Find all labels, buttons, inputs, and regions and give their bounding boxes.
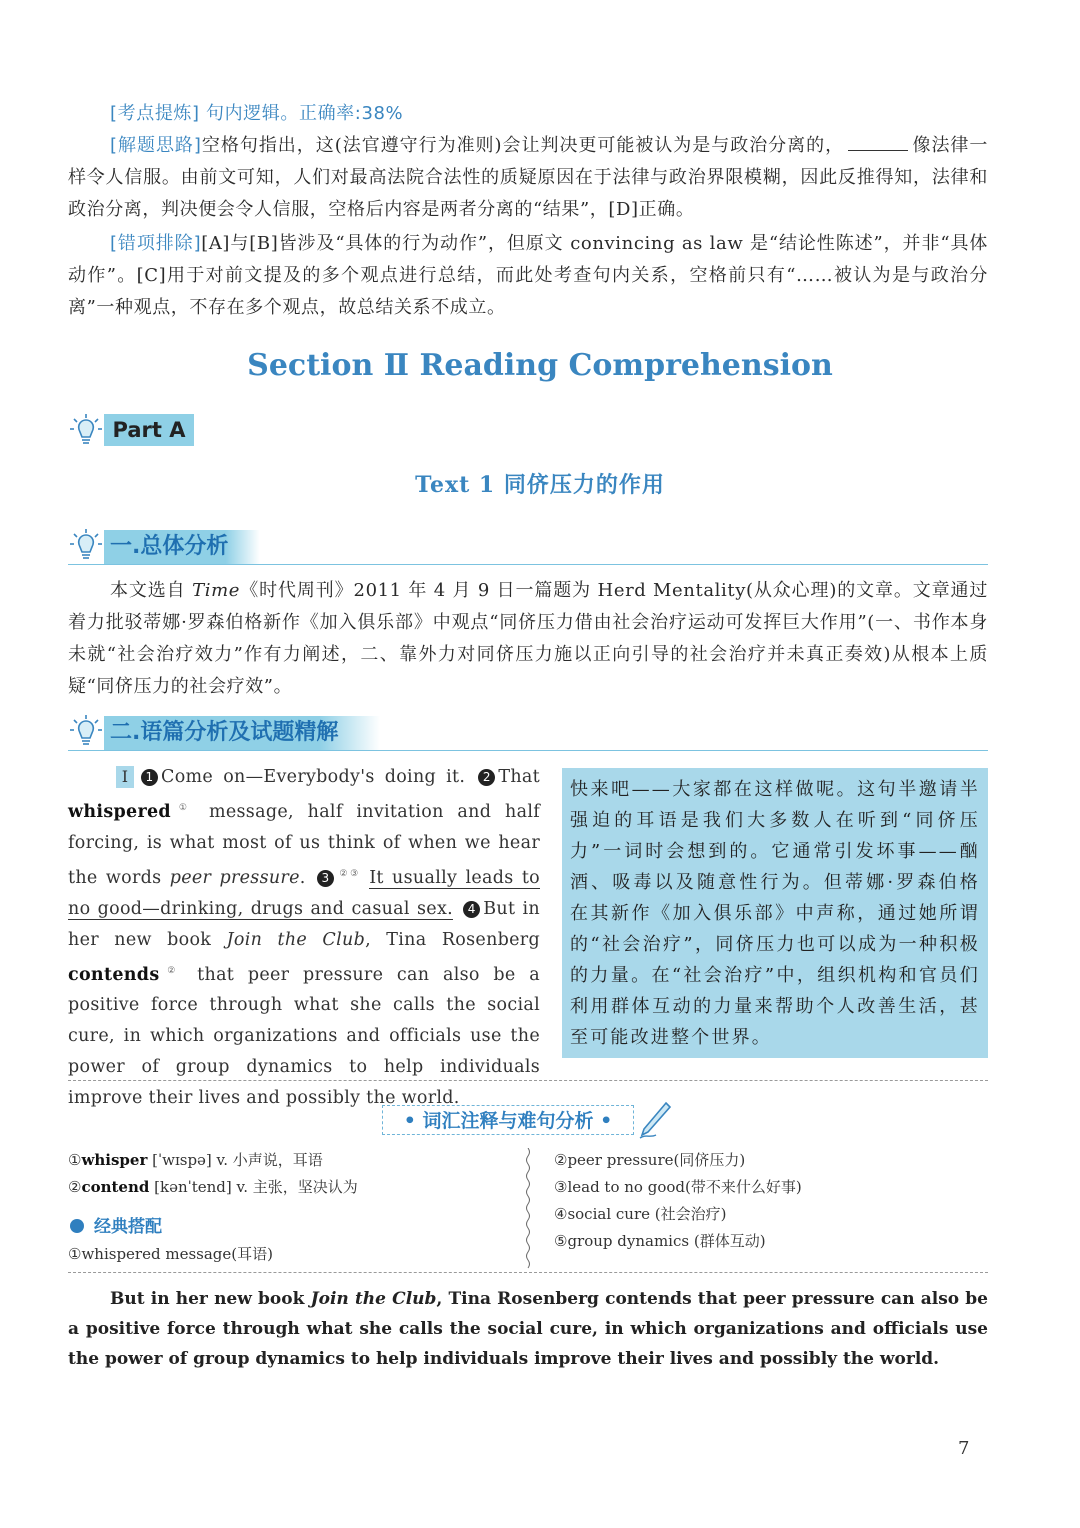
sentence-marker: 3	[317, 870, 334, 887]
book-title: Join the Club	[226, 929, 366, 950]
page-number: 7	[958, 1438, 970, 1459]
paragraph-number: Ⅰ	[116, 766, 134, 788]
lightbulb-icon	[68, 412, 104, 448]
kaodian-line	[110, 98, 990, 130]
overall-paragraph	[68, 575, 988, 703]
vocab-item: ②peer pressure(同侪压力)	[554, 1151, 746, 1169]
dashed-divider	[68, 1080, 988, 1081]
footnote-ref: ②③	[336, 868, 361, 879]
sentence-4c: that peer pressure can also be a positive force through what she calls the social cure, in which organizations and officials use the power of group dynamics to help individuals improve their lives and possibly the world.	[68, 964, 540, 1109]
translation-box: 快来吧——大家都在这样做呢。这句半邀请半强迫的耳语是我们大多数人在听到“同侪压力”一词时会想到的。它通常引发坏事——酗酒、吸毒以及随意性行为。但蒂娜·罗森伯格在其新作《加入俱乐部》中声称，通过她所谓的“社会治疗”，同侪压力也可以成为一种积极的力量。在“社会治疗”中，组织机构和官员们利用群体互动的力量来帮助个人改善生活，甚至可能改进整个世界。	[562, 768, 988, 1058]
term-peer-pressure: peer pressure	[169, 867, 300, 888]
vocab-num: ①	[68, 1151, 82, 1169]
classic-item: ①whispered message(耳语)	[68, 1245, 273, 1263]
kaodian-tag: [考点提炼]	[110, 103, 200, 124]
classic-heading	[70, 1212, 162, 1237]
bullet-dot-icon	[70, 1219, 84, 1233]
vocab-item: ④social cure (社会治疗)	[554, 1205, 727, 1223]
pen-icon	[636, 1100, 672, 1140]
key-sentence-book: Join the Club	[310, 1289, 437, 1309]
vocab-item	[68, 1173, 358, 1201]
key-sentence	[68, 1284, 988, 1374]
sentence-marker: 2	[478, 769, 495, 786]
vocab-def: [kənˈtend] v. 主张，坚决认为	[149, 1178, 358, 1196]
cuoxiang-text: [A]与[B]皆涉及“具体的行为动作”，但原文 convincing as law 是“结论性陈述”，并非“具体动作”。[C]用于对前文提及的多个观点进行总结，而此处考查句内关系，空格前只有“……被认为是与政治分离”一种观点，不存在多个观点，故总结关系不成立。	[68, 233, 988, 318]
vocab-item	[68, 1146, 323, 1174]
sentence-3-underlined: It usually leads to no good—drinking, drugs and casual sex.	[68, 867, 540, 919]
sentence-4a: But in her new book	[68, 898, 540, 950]
overall-pre: 本文选自	[110, 580, 193, 601]
vocab-section-title: • 词汇注释与难句分析 •	[382, 1105, 634, 1135]
passage-paragraph	[68, 762, 540, 1114]
vocab-word: contend	[81, 1178, 150, 1196]
vocab-item: ③lead to no good(带不来什么好事)	[554, 1178, 802, 1196]
cuoxiang-paragraph	[68, 228, 988, 324]
vocab-def: [ˈwɪspə] v. 小声说，耳语	[147, 1151, 323, 1169]
heading-rule	[68, 750, 988, 751]
answer-blank	[848, 132, 908, 151]
passage-heading: 二.语篇分析及试题精解	[104, 716, 380, 750]
kaodian-text: 句内逻辑。正确率:38%	[205, 103, 404, 124]
jieti-paragraph	[68, 130, 988, 226]
key-sentence-a: But in her new book	[110, 1289, 311, 1309]
jieti-text-pre: 空格句指出，这(法官遵守行为准则)会让判决更可能被认为是与政治分离的，	[201, 135, 845, 156]
lightbulb-icon	[68, 713, 104, 749]
vocab-word: whisper	[81, 1151, 148, 1169]
sentence-1: Come on—Everybody's doing it.	[161, 767, 466, 787]
overall-post: 《时代周刊》2011 年 4 月 9 日一篇题为 Herd Mentality(从众心理)的文章。文章通过着力批驳蒂娜·罗森伯格新作《加入俱乐部》中观点“同侪压力借由社会治疗运动可发挥巨大作用”(一、书作本身未就“社会治疗效力”作有力阐述，二、靠外力对同侪压力施以正向引导的社会治疗并未真正奏效)从根本上质疑“同侪压力的社会疗效”。	[68, 580, 988, 697]
lightbulb-icon	[68, 527, 104, 563]
key-sentence-b: , Tina Rosenberg contends that peer pressure can also be a positive force through what she calls the social cure, in which organizations and officials use the power of group dynamics to help individuals improve their lives and possibly the world.	[68, 1289, 988, 1369]
heading-rule	[68, 564, 988, 565]
jieti-text-post: 像法律一样令人信服。由前文可知，人们对最高法院合法性的质疑原因在于法律与政治界限模糊，因此反推得知，法律和政治分离，判决便会令人信服，空格后内容是两者分离的“结果”，[D]正确。	[68, 135, 988, 220]
footnote-ref: ①	[170, 803, 196, 813]
sentence-marker: 4	[463, 901, 480, 918]
cuoxiang-tag: [错项排除]	[110, 233, 202, 254]
classic-heading-text: 经典搭配	[94, 1217, 162, 1237]
vocab-whispered: whispered	[68, 801, 171, 822]
vocab-item: ⑤group dynamics (群体互动)	[554, 1232, 766, 1250]
footnote-ref: ②	[159, 965, 184, 976]
vocab-contends: contends	[68, 964, 160, 985]
jieti-tag: [解题思路]	[110, 135, 202, 156]
dashed-divider	[68, 1272, 988, 1273]
section-title: Section Ⅱ Reading Comprehension	[247, 348, 833, 383]
source-magazine: Time	[192, 580, 240, 601]
sentence-marker: 1	[141, 769, 158, 786]
sentence-4b: , Tina Rosenberg	[365, 929, 540, 950]
wavy-separator	[525, 1148, 531, 1272]
sentence-2b: message, half invitation and half forcing, is what most of us think of when we hear the words	[68, 801, 540, 888]
part-label: Part A	[104, 414, 194, 446]
overall-heading: 一.总体分析	[104, 530, 260, 564]
sentence-2c: .	[299, 867, 306, 888]
text-title: Text 1 同侪压力的作用	[415, 472, 665, 498]
sentence-2a: That	[498, 767, 540, 787]
vocab-num: ②	[68, 1178, 82, 1196]
